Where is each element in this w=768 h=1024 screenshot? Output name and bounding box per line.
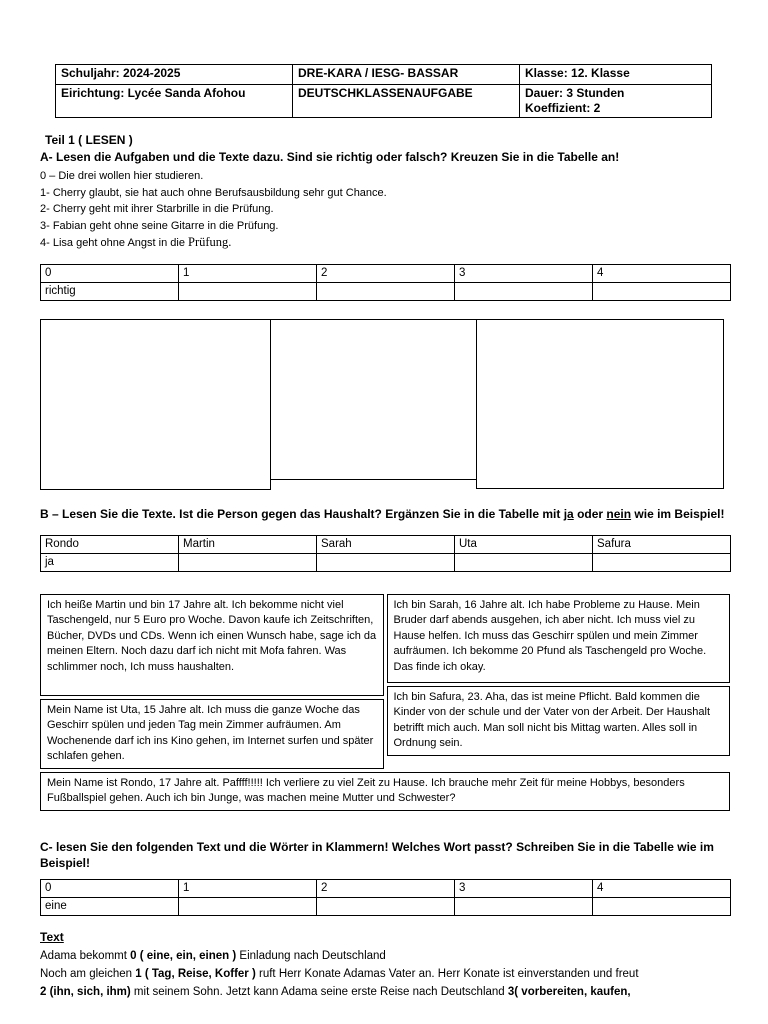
header-row-1 xyxy=(56,65,712,85)
table-c-answer-0: eine xyxy=(41,897,179,915)
reading-texts-left-column xyxy=(40,594,384,769)
table-a-header-4: 4 xyxy=(593,264,731,282)
table-b xyxy=(40,535,731,572)
table-b-header-martin: Martin xyxy=(179,535,317,553)
table-c-header-1: 1 xyxy=(179,879,317,897)
section-b-text-1: B – Lesen Sie die Texte. Ist die Person gegen das Haushalt? Ergänzen Sie in die Tabelle mit xyxy=(40,506,564,521)
text-uta: Mein Name ist Uta, 15 Jahre alt. Ich muss die ganze Woche das Geschirr spülen und jeden Tag mein Zimmer aufräumen. Am Wochenende darf ich ins Kino gehen, im Internet surfen und später schlafen gehen. xyxy=(40,699,384,769)
table-b-answer-1 xyxy=(179,553,317,571)
header-schuljahr: Schuljahr: 2024-2025 xyxy=(56,65,293,85)
table-a-answer-3 xyxy=(455,282,593,300)
statement-3: 3- Fabian geht ohne seine Gitarre in die Prüfung. xyxy=(40,219,279,232)
section-a-instruction: A- Lesen die Aufgaben und die Texte dazu. Sind sie richtig oder falsch? Kreuzen Sie in die Tabelle an! xyxy=(40,150,620,164)
text-segment-bold: 0 ( eine, ein, einen ) xyxy=(130,949,240,962)
table-a-answer-row xyxy=(41,282,731,300)
picture-boxes xyxy=(40,319,730,490)
text-segment: ruft Herr Konate Adamas Vater an. Herr Konate ist einverstanden und freut xyxy=(259,967,639,980)
statement-4 xyxy=(40,234,730,252)
reading-texts-right-column xyxy=(387,594,731,769)
statement-0: 0 – Die drei wollen hier studieren. xyxy=(40,170,204,182)
section-c-instruction: C- lesen Sie den folgenden Text und die Wörter in Klammern! Welches Wort passt? Schreiben Sie in die Tabelle wie im Beispiel! xyxy=(40,839,714,870)
header-einrichtung: Eirichtung: Lycée Sanda Afohou xyxy=(56,85,293,118)
text-segment-bold: 3( vorbereiten, kaufen, xyxy=(507,985,631,998)
table-b-header-row xyxy=(41,535,731,553)
table-c xyxy=(40,879,731,916)
header-school-code: DRE-KARA / IESG- BASSAR xyxy=(293,65,520,85)
text-segment: Einladung nach Deutschland xyxy=(239,949,386,962)
table-c-answer-1 xyxy=(179,897,317,915)
table-b-answer-row xyxy=(41,553,731,571)
picture-box-1 xyxy=(40,319,271,490)
table-c-answer-2 xyxy=(317,897,455,915)
table-b-answer-2 xyxy=(317,553,455,571)
statement-4-word: Prüfung. xyxy=(188,235,232,249)
reading-texts xyxy=(40,594,730,769)
table-a-header-2: 2 xyxy=(317,264,455,282)
text-segment-bold: 1 ( Tag, Reise, Koffer ) xyxy=(135,967,260,980)
header-koeffizient: Koeffizient: 2 xyxy=(525,101,601,115)
section-b-instruction xyxy=(40,506,730,522)
text-safura: Ich bin Safura, 23. Aha, das ist meine Pflicht. Bald kommen die Kinder von der schule und der Vater von der Arbeit. Der Haushalt betrifft mich auch. Man soll nicht bis Mittag warten. Alles soll in Ordnung sein. xyxy=(387,686,731,756)
table-a-answer-2 xyxy=(317,282,455,300)
header-dauer: Dauer: 3 Stunden xyxy=(525,86,625,100)
table-a-header-0: 0 xyxy=(41,264,179,282)
table-c-header-row xyxy=(41,879,731,897)
table-c-header-2: 2 xyxy=(317,879,455,897)
table-b-header-sarah: Sarah xyxy=(317,535,455,553)
section-b-ja: ja xyxy=(563,506,574,521)
text-segment: Adama bekommt xyxy=(40,949,131,962)
table-b-answer-4 xyxy=(593,553,731,571)
text-segment: mit seinem Sohn. Jetzt kann Adama seine erste Reise nach Deutschland xyxy=(130,985,508,998)
table-c-header-4: 4 xyxy=(593,879,731,897)
section-b-nein: nein xyxy=(606,506,632,521)
text-martin: Ich heiße Martin und bin 17 Jahre alt. Ich bekomme nicht viel Taschengeld, nur 5 Euro pro Woche. Davon kaufe ich Zeitschriften, Bücher, DVDs und CDs. Wenn ich einen Wunsch habe, sage ich da meinen Eltern. Noch dazu darf ich nicht mit Mofa fahren. Was schlimmer noch, Ich muss haushalten. xyxy=(40,594,384,696)
table-a xyxy=(40,264,731,301)
text-segment-bold: 2 (ihn, sich, ihm) xyxy=(40,985,131,998)
gap-fill-text xyxy=(40,947,730,1001)
table-a-answer-4 xyxy=(593,282,731,300)
text-segment: Noch am gleichen xyxy=(40,967,136,980)
table-c-answer-row xyxy=(41,897,731,915)
text-line-1 xyxy=(40,947,730,965)
statement-2: 2- Cherry geht mit ihrer Starbrille in die Prüfung. xyxy=(40,203,274,215)
table-c-header-3: 3 xyxy=(455,879,593,897)
text-sarah: Ich bin Sarah, 16 Jahre alt. Ich habe Probleme zu Hause. Mein Bruder darf abends ausgehen, ich aber nicht. Ich muss viel zu Hause helfen. Ich muss das Geschirr spülen und mein Zimmer aufräumen. Ich bekomme 20 Pfund als Taschengeld pro Woche. Das finde ich okay. xyxy=(387,594,731,683)
text-rondo: Mein Name ist Rondo, 17 Jahre alt. Paffff!!!!! Ich verliere zu viel Zeit zu Hause. Ich brauche mehr Zeit für meine Hobbys, besonders Fußballspiel gehen. Auch ich bin Junge, was machen meine Mutter und Schwester? xyxy=(40,772,730,811)
section-b-text-3: wie im Beispiel! xyxy=(631,506,725,521)
statement-4-text: 4- Lisa geht ohne Angst in die xyxy=(40,237,188,249)
header-table xyxy=(55,64,712,118)
teil1-title: Teil 1 ( LESEN ) xyxy=(45,133,133,147)
table-b-header-rondo: Rondo xyxy=(41,535,179,553)
picture-box-2 xyxy=(270,319,477,480)
header-exam-title: DEUTSCHKLASSENAUFGABE xyxy=(293,85,520,118)
table-b-header-safura: Safura xyxy=(593,535,731,553)
text-section-title-label: Text xyxy=(40,929,64,944)
picture-box-3 xyxy=(476,319,724,489)
table-c-header-0: 0 xyxy=(41,879,179,897)
table-c-answer-3 xyxy=(455,897,593,915)
section-b-text-2: oder xyxy=(573,506,607,521)
table-b-header-uta: Uta xyxy=(455,535,593,553)
table-a-header-1: 1 xyxy=(179,264,317,282)
table-b-answer-3 xyxy=(455,553,593,571)
section-a-statements xyxy=(40,168,730,252)
header-klasse: Klasse: 12. Klasse xyxy=(520,65,712,85)
header-dauer-koeffizient xyxy=(520,85,712,118)
statement-1: 1- Cherry glaubt, sie hat auch ohne Berufsausbildung sehr gut Chance. xyxy=(40,186,387,199)
table-a-header-3: 3 xyxy=(455,264,593,282)
header-row-2 xyxy=(56,85,712,118)
text-section-title xyxy=(40,930,730,944)
table-a-header-row xyxy=(41,264,731,282)
text-line-2 xyxy=(40,965,730,983)
text-line-3 xyxy=(40,983,730,1001)
table-c-answer-4 xyxy=(593,897,731,915)
table-a-answer-0: richtig xyxy=(41,282,179,300)
table-b-answer-0: ja xyxy=(41,553,179,571)
table-a-answer-1 xyxy=(179,282,317,300)
